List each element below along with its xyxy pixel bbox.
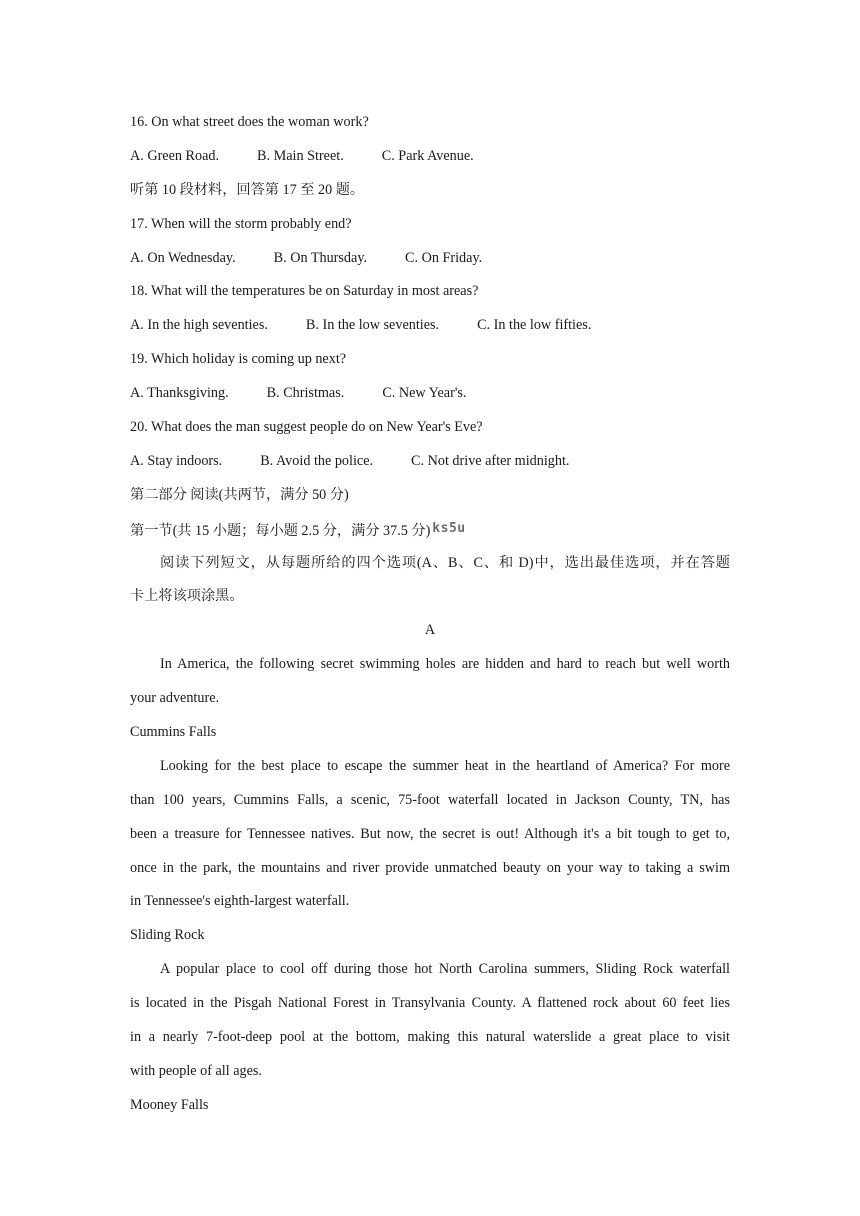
- question-19-options: [130, 379, 730, 413]
- option-c: C. On Friday.: [405, 249, 483, 266]
- ks5u-watermark: ks5u: [432, 520, 466, 536]
- option-a: A. In the high seventies.: [130, 317, 268, 334]
- option-c: C. In the low fifties.: [477, 317, 592, 334]
- part-2-title: 第二部分 阅读(共两节，满分 50 分): [130, 486, 349, 503]
- sliding-line-4: with people of all ages.: [130, 1062, 262, 1079]
- sliding-line-2: is located in the Pisgah National Forest in Transylvania County. A flattened rock about 60 feet lies: [130, 995, 730, 1012]
- question-18: 18. What will the temperatures be on Saturday in most areas?: [130, 283, 479, 300]
- heading-sliding-rock: Sliding Rock: [130, 927, 205, 944]
- passage-intro-line-1: In America, the following secret swimming holes are hidden and hard to reach but well worth: [160, 656, 730, 673]
- exam-content: [130, 108, 730, 1125]
- question-16-options: [130, 142, 730, 176]
- reading-instruction-line-2: 卡上将该项涂黑。: [130, 588, 244, 605]
- option-c: C. Park Avenue.: [381, 147, 474, 164]
- cummins-line-3: been a treasure for Tennessee natives. But now, the secret is out! Although it's a bit tough to get to,: [130, 825, 730, 842]
- section-1-label: 第一节(共 15 小题；每小题 2.5 分，满分 37.5 分): [130, 522, 431, 539]
- option-a: A. Thanksgiving.: [130, 385, 229, 402]
- question-20-options: [130, 447, 730, 481]
- cummins-line-2: than 100 years, Cummins Falls, a scenic, 75-foot waterfall located in Jackson County, TN, has: [130, 791, 730, 808]
- option-a: A. Green Road.: [130, 147, 220, 164]
- sliding-line-1: A popular place to cool off during those hot North Carolina summers, Sliding Rock waterfall: [160, 961, 730, 978]
- section-1-title: [130, 515, 730, 549]
- option-a: A. Stay indoors.: [130, 452, 223, 469]
- option-b: B. Main Street.: [257, 147, 344, 164]
- option-c: C. Not drive after midnight.: [411, 452, 570, 469]
- passage-intro-line-2: your adventure.: [130, 690, 220, 707]
- question-17-options: [130, 244, 730, 278]
- option-b: B. In the low seventies.: [305, 317, 440, 334]
- option-b: B. Avoid the police.: [260, 452, 374, 469]
- option-b: B. On Thursday.: [273, 249, 368, 266]
- question-16: 16. On what street does the woman work?: [130, 114, 369, 130]
- passage-letter: A: [424, 622, 436, 639]
- heading-cummins-falls: Cummins Falls: [130, 724, 217, 741]
- heading-mooney-falls: Mooney Falls: [130, 1096, 209, 1113]
- option-a: A. On Wednesday.: [130, 249, 236, 266]
- question-18-options: [130, 311, 730, 345]
- section-10-instruction: 听第 10 段材料，回答第 17 至 20 题。: [130, 181, 365, 198]
- question-17: 17. When will the storm probably end?: [130, 215, 352, 232]
- sliding-line-3: in a nearly 7-foot-deep pool at the bottom, making this natural waterslide a great place to visit: [130, 1029, 730, 1046]
- cummins-line-5: in Tennessee's eighth-largest waterfall.: [130, 893, 350, 910]
- option-b: B. Christmas.: [266, 385, 345, 402]
- question-20: 20. What does the man suggest people do on New Year's Eve?: [130, 419, 483, 436]
- reading-instruction-line-1: 阅读下列短文，从每题所给的四个选项(A、B、C、和 D)中，选出最佳选项，并在答题: [160, 554, 730, 571]
- question-19: 19. Which holiday is coming up next?: [130, 351, 347, 368]
- cummins-line-1: Looking for the best place to escape the summer heat in the heartland of America? For more: [160, 757, 730, 774]
- cummins-line-4: once in the park, the mountains and river provide unmatched beauty on your way to taking a swim: [130, 859, 730, 876]
- option-c: C. New Year's.: [382, 385, 467, 402]
